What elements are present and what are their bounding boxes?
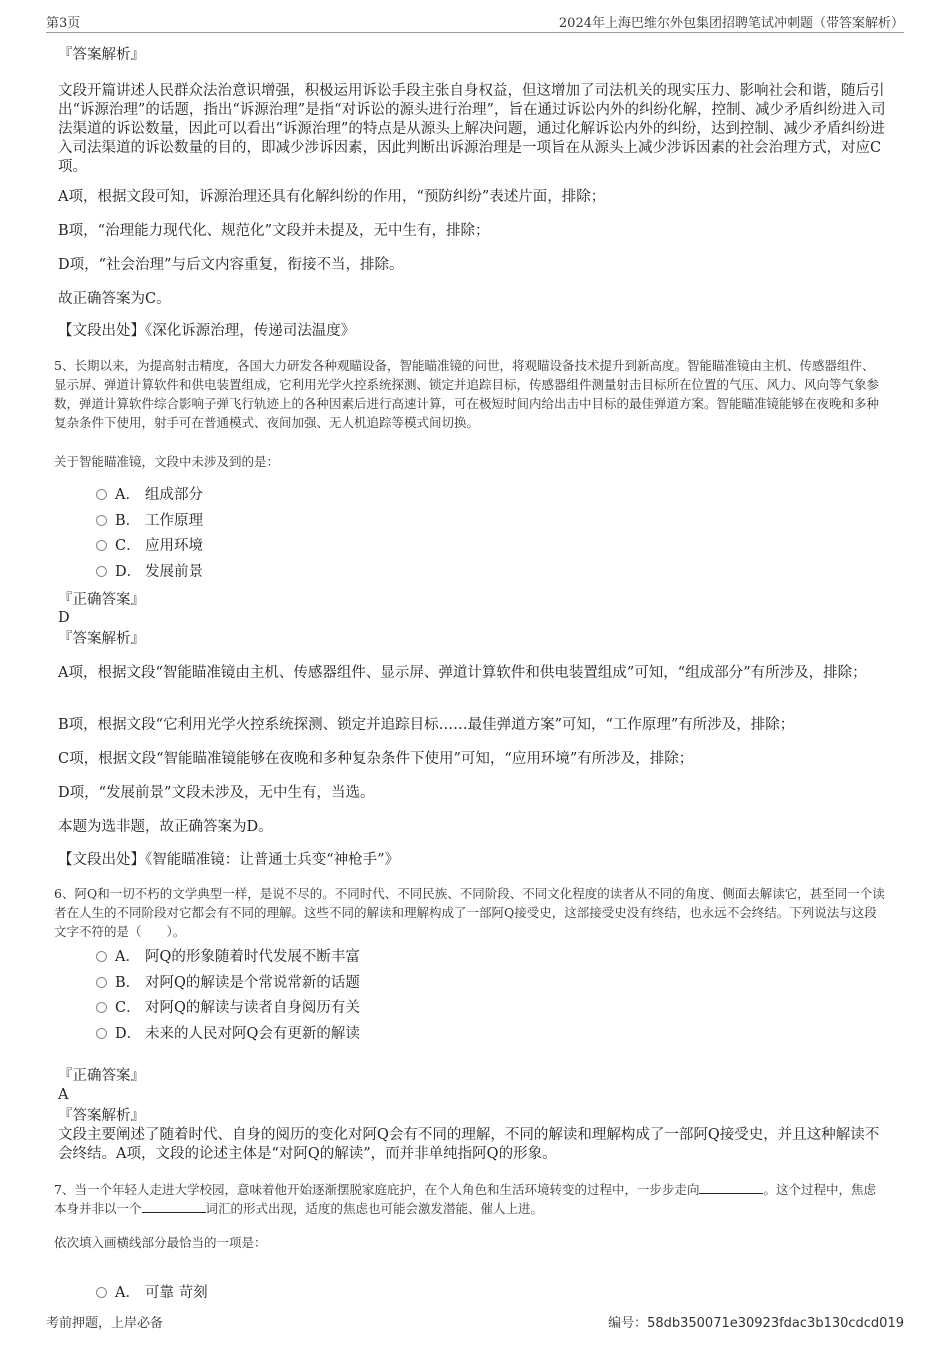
q4-analysis-a: A项，根据文段可知，诉源治理还具有化解纠纷的作用，“预防纠纷”表述片面，排除；: [58, 189, 606, 205]
q5-option-c[interactable]: C． 应用环境: [96, 536, 203, 556]
q5-option-a[interactable]: A． 组成部分: [96, 485, 203, 505]
radio-icon[interactable]: [96, 1028, 107, 1039]
q6-answer: A: [58, 1087, 69, 1103]
q5-analysis-label: 『答案解析』: [58, 631, 145, 647]
radio-icon[interactable]: [96, 977, 107, 988]
q6-option-b[interactable]: B． 对阿Q的解读是个常说常新的话题: [96, 973, 360, 993]
q4-analysis-label: 『答案解析』: [58, 47, 145, 63]
radio-icon[interactable]: [96, 566, 107, 577]
q5-answer: D: [58, 610, 70, 626]
q5-option-b[interactable]: B． 工作原理: [96, 511, 203, 531]
q6-answer-label: 『正确答案』: [58, 1068, 145, 1084]
q6-stem: 6、阿Q和一切不朽的文学典型一样，是说不尽的。不同时代、不同民族、不同阶段、不同文化程度的读者从不同的角度、侧面去解读它，甚至同一个读者在人生的不同阶段对它都会有不同的理解。这些不同的解读和理解构成了一部阿Q接受史，这部接受史没有终结，也永远不会终结。下列说法与这段文字不符的是（ ）。: [54, 886, 885, 939]
q4-analysis-d: D项，“社会治理”与后文内容重复，衔接不当，排除。: [58, 257, 404, 273]
q6-option-a[interactable]: A． 阿Q的形象随着时代发展不断丰富: [96, 947, 360, 967]
q5-analysis-d: D项，“发展前景”文段未涉及，无中生有，当选。: [58, 785, 375, 801]
q5-stem: 5、长期以来，为提高射击精度，各国大力研发各种观瞄设备，智能瞄准镜的问世，将观瞄设备技术提升到新高度。智能瞄准镜由主机、传感器组件、显示屏、弹道计算软件和供电装置组成，它利用光学火控系统探测、锁定并追踪目标，传感器组件测量射击目标所在位置的气压、风力、风向等气象参数，弹道计算软件综合影响子弹飞行轨迹上的各种因素后进行高速计算，可在极短时间内给出击中目标的最佳弹道方案。智能瞄准镜能够在夜晚和多种复杂条件下使用，射手可在普通模式、夜间加强、无人机追踪等模式间切换。: [54, 358, 880, 430]
q4-conclusion: 故正确答案为C。: [58, 291, 171, 307]
footer-slogan: 考前押题，上岸必备: [46, 1316, 164, 1331]
q5-conclusion: 本题为选非题，故正确答案为D。: [58, 819, 273, 835]
radio-icon[interactable]: [96, 515, 107, 526]
q4-source: 【文段出处】《深化诉源治理，传递司法温度》: [58, 323, 356, 339]
radio-icon[interactable]: [96, 540, 107, 551]
fill-blank-1: [699, 1181, 763, 1194]
footer-code: 编号：58db350071e30923fdac3b130cdcd019: [608, 1316, 904, 1331]
q6-analysis-label: 『答案解析』: [58, 1108, 145, 1124]
q6-analysis: 文段主要阐述了随着时代、自身的阅历的变化对阿Q会有不同的理解，不同的解读和理解构成了一部阿Q接受史，并且这种解读不会终结。A项，文段的论述主体是“对阿Q的解读”，而并非单纯指阿Q的形象。: [58, 1127, 880, 1162]
radio-icon[interactable]: [96, 951, 107, 962]
q7-question: 依次填入画横线部分最恰当的一项是：: [54, 1235, 267, 1250]
fill-blank-2: [142, 1200, 206, 1213]
radio-icon[interactable]: [96, 1287, 107, 1298]
document-title: 2024年上海巴维尔外包集团招聘笔试冲刺题（带答案解析）: [558, 16, 904, 31]
q5-analysis-c: C项，根据文段“智能瞄准镜能够在夜晚和多种复杂条件下使用”可知，“应用环境”有所涉及，排除；: [58, 751, 694, 767]
q7-option-a[interactable]: A． 可靠 苛刻: [96, 1283, 208, 1303]
q6-option-d[interactable]: D． 未来的人民对阿Q会有更新的解读: [96, 1024, 360, 1044]
radio-icon[interactable]: [96, 489, 107, 500]
q4-analysis-paragraph: 文段开篇讲述人民群众法治意识增强，积极运用诉讼手段主张自身权益，但这增加了司法机关的现实压力、影响社会和谐，随后引出“诉源治理”的话题，指出“诉源治理”是指“对诉讼的源头进行治理”，旨在通过诉讼内外的纠纷化解，控制、减少矛盾纠纷进入司法渠道的诉讼数量，因此可以看出“诉源治理”的特点是从源头上解决问题，通过化解诉讼内外的纠纷，达到控制、减少矛盾纠纷进入司法渠道的诉讼数量的目的，即减少涉诉因素，因此判断出诉源治理是一项旨在从源头上减少涉诉因素的社会治理方式，对应C项。: [58, 83, 886, 175]
q7-stem: 7、当一个年轻人走进大学校园，意味着他开始逐渐摆脱家庭庇护，在个人角色和生活环境转变的过程中，一步步走向 。这个过程中，焦虑本身并非以一个 词汇的形式出现，适度的焦虑也可能会激发潜能、催人上进。: [54, 1182, 876, 1216]
radio-icon[interactable]: [96, 1002, 107, 1013]
q5-analysis-b: B项，根据文段“它利用光学火控系统探测、锁定并追踪目标……最佳弹道方案”可知，“工作原理”有所涉及，排除；: [58, 717, 795, 733]
q6-option-c[interactable]: C． 对阿Q的解读与读者自身阅历有关: [96, 998, 360, 1018]
q4-analysis-b: B项，“治理能力现代化、规范化”文段并未提及，无中生有，排除；: [58, 223, 490, 239]
q5-source: 【文段出处】《智能瞄准镜：让普通士兵变“神枪手”》: [58, 852, 400, 868]
q5-question: 关于智能瞄准镜，文段中未涉及到的是：: [54, 454, 280, 469]
page-number: 第3页: [46, 16, 81, 31]
q5-option-d[interactable]: D． 发展前景: [96, 562, 203, 582]
q5-analysis-a: A项，根据文段“智能瞄准镜由主机、传感器组件、显示屏、弹道计算软件和供电装置组成”可知，“组成部分”有所涉及，排除；: [58, 665, 867, 681]
q5-answer-label: 『正确答案』: [58, 592, 145, 608]
page-header: [46, 12, 904, 33]
